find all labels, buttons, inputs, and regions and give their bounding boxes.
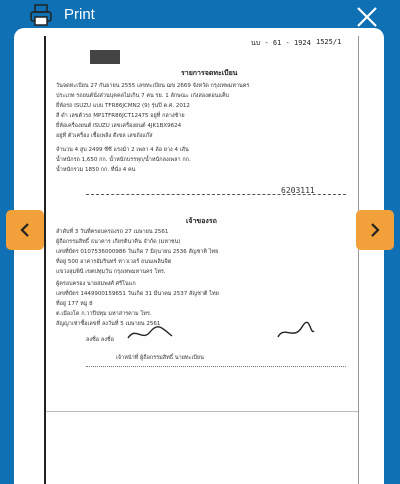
document-line: ประเภท รถยนต์นั่งส่วนบุคคลไม่เกิน 7 คน รย. 1 ลักษณะ เก๋งสองตอนแค็บ xyxy=(56,93,230,99)
document-section-title: เจ้าของรถ xyxy=(186,217,217,225)
document-line: ต.เมืองโค ก.วาปีปทุม มหาสารคาม โทร. xyxy=(56,311,152,317)
print-button[interactable]: Print xyxy=(64,6,95,23)
document-line: วันจดทะเบียน 27 กันยายน 2555 เลขทะเบียน ฌข 2669 จังหวัด กรุงเทพมหานคร xyxy=(56,83,250,89)
document-title: รายการจดทะเบียน xyxy=(181,69,238,77)
next-page-button[interactable] xyxy=(356,210,394,250)
document-header-number: นบ - 61 - 1924 xyxy=(251,39,311,47)
document-line: ยี่ห้อรถ ISUZU แบบ TFR86JCMN2 (9) รุ่นปี ค.ศ. 2012 xyxy=(56,103,190,109)
document-header-ref: 1525/1 xyxy=(316,38,342,46)
document-line: แขวงลุมพินี เขตปทุมวัน กรุงเทพมหานคร โทร. xyxy=(56,269,166,275)
document-fold-line xyxy=(46,411,358,412)
document-signature-line: ลงชื่อ ลงชื่อ xyxy=(86,337,114,343)
document-line: ที่อยู่ 177 หมู่ 8 xyxy=(56,301,93,307)
document-line: จำนวน 4 สูบ 2499 ซีซี แรงม้า 2 เพลา 4 ล้อ ยาง 4 เส้น xyxy=(56,147,189,153)
document-line: น้ำหนักรถ 1,650 กก. น้ำหนักบรรทุก/น้ำหนักลงเพลา กก. xyxy=(56,157,191,163)
document-signature-roles: เจ้าหน้าที่ ผู้ถือกรรมสิทธิ์ นายทะเบียน xyxy=(116,355,204,361)
document-line: ผู้ถือกรรมสิทธิ์ ธนาคาร เกียรตินาคิน จำกัด (มหาชน) xyxy=(56,239,181,245)
document-line: เลขที่บัตร 0107536000986 วันเกิด 7 มิถุนายน 2536 สัญชาติ ไทย xyxy=(56,249,219,255)
close-icon[interactable] xyxy=(354,4,380,30)
document-line: ผู้ครอบครอง นายสมพงศ์ ศรีโนแก xyxy=(56,281,136,287)
document-line: สี ดำ เลขตัวรถ MP1TFR86JCT12475 อยู่ที่ กลางซ้าย xyxy=(56,113,185,119)
document-separator xyxy=(86,366,346,367)
document-line: ลำดับที่ 3 วันที่ครอบครองรถ 27 เมษายน 2561 xyxy=(56,229,169,235)
document-line: อยู่ที่ ตัวเครื่อง เชื้อเพลิง ดีเซล เลขถังแก๊ส xyxy=(56,133,153,139)
document-number-line: 6203111 xyxy=(281,186,315,195)
document-line: สัญญาเช่าซื้อเลขที่ ลงวันที่ 5 เมษายน 2561 xyxy=(56,321,161,327)
document-line: ยี่ห้อเครื่องยนต์ ISUZU เลขเครื่องยนต์ 4JK1BX9624 xyxy=(56,123,182,129)
signature-mark xyxy=(276,321,316,343)
document-stamp xyxy=(90,50,120,64)
signature-mark xyxy=(126,324,176,344)
document-frame xyxy=(14,28,384,484)
document-line: ที่อยู่ 500 อาคารอัมรินทร์ ทาวเวอร์ ถนนเพลินจิต xyxy=(56,259,172,265)
previous-page-button[interactable] xyxy=(6,210,44,250)
document-line: น้ำหนักรวม 1850 กก. ที่นั่ง 4 คน xyxy=(56,167,136,173)
document-separator xyxy=(86,194,346,195)
chevron-right-icon xyxy=(367,222,383,238)
document-line: เลขที่บัตร 1449900159651 วันเกิด 31 มีนาคม 2537 สัญชาติ ไทย xyxy=(56,291,219,297)
chevron-left-icon xyxy=(17,222,33,238)
printer-icon[interactable] xyxy=(29,3,53,27)
document-page xyxy=(44,36,359,484)
